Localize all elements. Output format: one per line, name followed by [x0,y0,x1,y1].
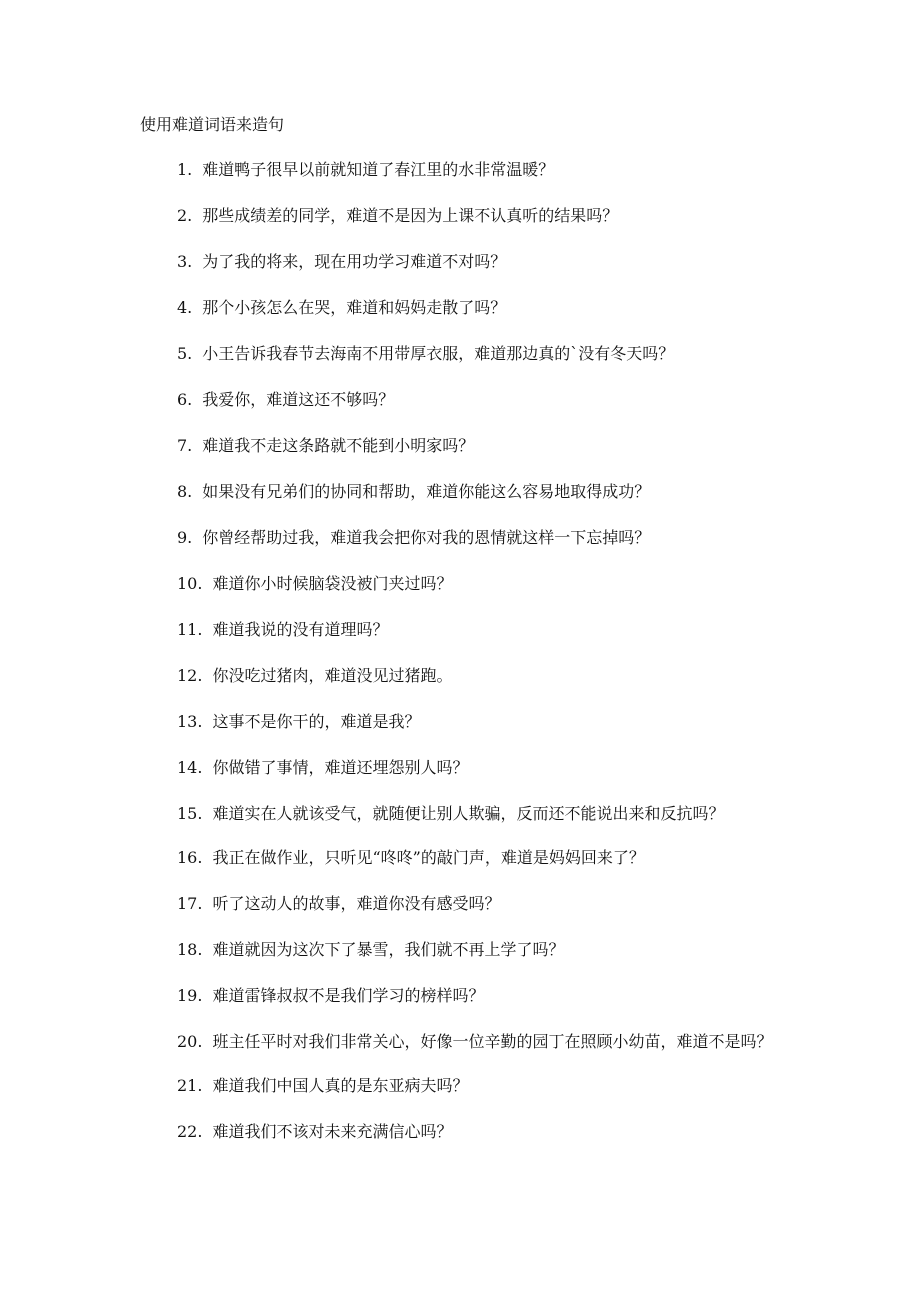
item-number: 15. [177,804,203,823]
item-text: 你没吃过猪肉，难道没见过猪跑。 [212,666,453,685]
list-item [140,388,780,412]
item-number: 6. [177,390,193,409]
item-number: 5. [177,344,193,363]
item-number: 16. [177,848,203,867]
item-text: 难道就因为这次下了暴雪，我们就不再上学了吗？ [212,940,565,959]
list-item [140,342,780,366]
item-text: 那些成绩差的同学，难道不是因为上课不认真听的结果吗？ [202,206,619,225]
item-text: 这事不是你干的，难道是我？ [212,712,421,731]
list-item [140,296,780,320]
item-number: 19. [177,986,203,1005]
list-item [140,756,780,780]
list-item [140,846,780,870]
list-item [140,204,780,228]
list-item [140,710,780,734]
item-text: 难道我不走这条路就不能到小明家吗？ [202,436,475,455]
item-text: 难道鸭子很早以前就知道了春江里的水非常温暖？ [202,160,555,179]
item-number: 3. [177,252,193,271]
item-number: 14. [177,758,203,777]
list-item [140,1120,780,1144]
item-number: 20. [177,1032,203,1051]
item-number: 17. [177,894,203,913]
item-text: 你曾经帮助过我，难道我会把你对我的恩情就这样一下忘掉吗？ [202,528,651,547]
list-item [140,158,780,182]
list-item [140,572,780,596]
item-text: 班主任平时对我们非常关心，好像一位辛勤的园丁在照顾小幼苗，难道不是吗？ [212,1032,773,1051]
item-text: 难道我们不该对未来充满信心吗？ [212,1122,453,1141]
list-item [140,618,780,642]
item-number: 22. [177,1122,203,1141]
item-text: 难道我们中国人真的是东亚病夫吗？ [212,1076,469,1095]
item-text: 为了我的将来，现在用功学习难道不对吗？ [202,252,507,271]
list-item [140,526,780,550]
document-title: 使用难道词语来造句 [140,115,285,134]
item-number: 10. [177,574,203,593]
list-item [140,664,780,688]
item-text: 听了这动人的故事，难道你没有感受吗？ [212,894,501,913]
item-number: 12. [177,666,203,685]
item-number: 18. [177,940,203,959]
item-number: 1. [177,160,193,179]
item-number: 9. [177,528,193,547]
item-text: 你做错了事情，难道还埋怨别人吗？ [212,758,469,777]
item-number: 2. [177,206,193,225]
item-text: 难道实在人就该受气，就随便让别人欺骗，反而还不能说出来和反抗吗？ [212,804,725,823]
item-text: 那个小孩怎么在哭，难道和妈妈走散了吗？ [202,298,507,317]
list-item [140,480,780,504]
item-text: 我爱你，难道这还不够吗？ [202,390,395,409]
item-text: 小王告诉我春节去海南不用带厚衣服，难道那边真的`没有冬天吗？ [202,344,675,363]
list-item [140,802,780,826]
list-item [140,434,780,458]
item-number: 13. [177,712,203,731]
item-text: 我正在做作业，只听见“咚咚”的敲门声，难道是妈妈回来了？ [212,848,645,867]
item-text: 难道你小时候脑袋没被门夹过吗？ [212,574,453,593]
list-item [140,938,780,962]
item-text: 难道我说的没有道理吗？ [212,620,389,639]
list-item [140,984,780,1008]
sentence-list [140,158,780,1166]
list-item [140,250,780,274]
item-text: 如果没有兄弟们的协同和帮助，难道你能这么容易地取得成功？ [202,482,651,501]
item-number: 4. [177,298,193,317]
list-item [140,1074,780,1098]
list-item [140,892,780,916]
item-number: 11. [177,620,203,639]
item-number: 21. [177,1076,203,1095]
list-item [140,1030,780,1054]
item-text: 难道雷锋叔叔不是我们学习的榜样吗？ [212,986,485,1005]
item-number: 7. [177,436,193,455]
item-number: 8. [177,482,193,501]
